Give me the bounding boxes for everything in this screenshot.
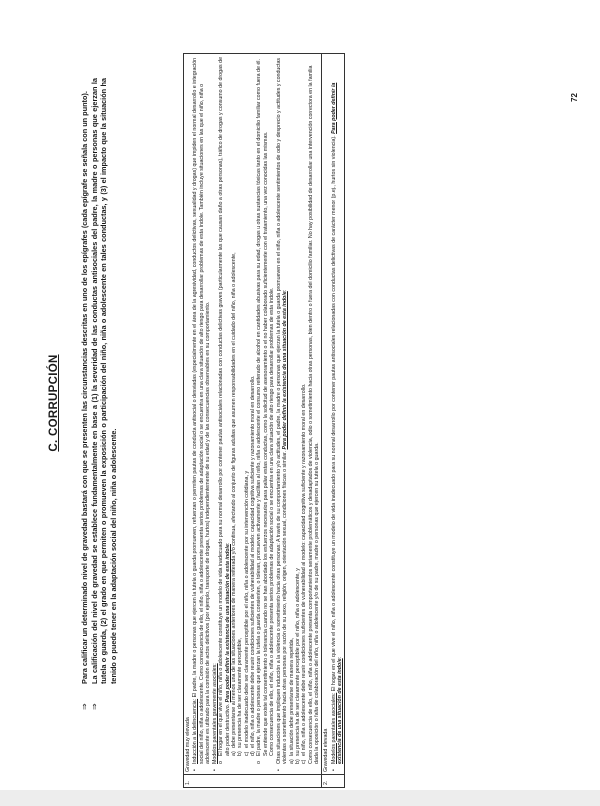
bullet-text: El hogar en el que vive el niño, niña o adolescente constituye un modelo de vida inadecuado para su normal desarrollo por contener pautas antisociales relacionadas con conductas delictivas de carácter menor (p.ej., hurtos sin violencia). bbox=[330, 135, 337, 693]
bullet-icon: • bbox=[330, 769, 337, 771]
bullet-text: El padre, la madre o personas que ejercen la tutela o guarda promueven, refuerzan o permiten pautas de conducta antisocial o desviadas (especialmente en el área de la agresividad, conductos delictivas, sexualidad y drogas) que impiden el normal desarrollo e integración social del niño, niña o adolescente. Como consecuencia de ello, el niño, niña o adolescente presenta serios problemas de adaptación social o se encuentra en una clara situación de alto riesgo para desarrollar problemas de esta índole. También incluye situaciones en las que el niño, niña o adolescente es utilizado para la comisión de actos delictivos (por ejemplo, transporte de drogas, hurtos) independientemente de su edad y de las consecuencias observables en su comportamiento. bbox=[192, 57, 212, 764]
sub-bullet bbox=[256, 56, 269, 764]
item-text: debe presentarse al menos una de las situaciones anteriores de manera reiterada y/o continua, afectando al conjunto de figuras adultas que asumen responsabilidades en el cuidado del niño, niña o adolescente, bbox=[230, 252, 237, 748]
list-item: c) el niño, niña o adolescente debe reunir condiciones suficientes de vulnerabilidad al modelo: capacidad cognitiva suficiente y razonamiento moral en desarrollo. bbox=[301, 383, 308, 764]
consequence-text: Como consecuencia de ello, el niño, niña o adolescente presenta serios problemas de adaptación social o se encuentra en una clara situación de alto riesgo para desarrollar problemas de esta índole. bbox=[268, 287, 275, 756]
bullet-text: Otras situaciones que impliquen inducción a la violencia o sometimiento hacia otras personas: A través de su comportamiento y/o actitudes, el padre, la madre o personas que ejerzan la tutela o guarda promueven en el niño, niña o adolescente sentimientos de odio y desprecio y actitudes y conductas violentas o sometimiento hacia otras personas por razón de su sexo, religión, origen, orientación sexual, condiciones físicas o similar. bbox=[275, 57, 289, 764]
list-item: b) su presencia ha de ser claramente perceptible por el niño, niña o adolescente, y bbox=[294, 568, 301, 764]
intro-list bbox=[80, 78, 119, 710]
list-item: c) el modelo inadecuado debe ser claramente perceptible por el niño, niña o adolescente por su intervención cotidiana, y bbox=[243, 470, 250, 756]
item-text: la situación debe presentarse de manera repetida, bbox=[288, 637, 295, 756]
arrow-icon: ⇒ bbox=[90, 703, 100, 710]
list-item: d) el niño, niña o adolescente debe reunir condiciones suficientes de vulnerabilidad al modelo: capacidad cognitiva suficiente y razonamiento moral en desarrollo. bbox=[249, 375, 256, 756]
bullet-label: Modelos parentales gravemente asociales: bbox=[211, 663, 218, 764]
intro-item bbox=[80, 78, 89, 710]
bullet-label: Modelos parentales asociales: bbox=[330, 692, 337, 764]
sub-text: El hogar en el que vive el niño, niña o adolescente constituye un modelo de vida inadecuado para su normal desarrollo por contener pautas antisociales relacionadas con conductas delictivas graves (particularmente las que causan daño a otras personas), tráfico de drogas y consumo de drogas de alto poder destructivo. bbox=[218, 56, 231, 756]
bullet-icon: • bbox=[211, 769, 218, 771]
item-text: el niño, niña o adolescente debe reunir condiciones suficientes de vulnerabilidad al modelo: capacidad cognitiva suficiente y razonamiento moral en desarrollo. bbox=[301, 383, 308, 756]
intro-text: Para calificar un determinado nivel de gravedad bastará con que se presenten las circunstancias descritas en uno de los epígrafes (cada epígrafe se señala con un punto). bbox=[80, 91, 89, 684]
sub-bullet bbox=[218, 56, 256, 764]
level-number: 2. bbox=[322, 775, 345, 788]
bullet-modelos-graves bbox=[212, 56, 275, 772]
sub-text-tail: : bbox=[224, 542, 231, 545]
list-item: a) debe presentarse al menos una de las situaciones anteriores de manera reiterada y/o continua, afectando al conjunto de figuras adultas que asumen responsabilidades en el cuidado del niño, niña o adolescente, bbox=[230, 252, 237, 756]
arrow-icon: ⇒ bbox=[80, 703, 89, 710]
level-name: Gravedad elevada bbox=[323, 728, 330, 772]
level-content bbox=[184, 54, 322, 775]
emphasis-text: Para poder definir la existencia de una situación de esta índole bbox=[282, 291, 289, 450]
intro-text: La calificación del nivel de gravedad se establece fundamentalmente en base a (1) la severidad de las conductas antisociales del padre, la madre o personas que ejerzan la tutela o guarda, (2) el grado en que permiten o promueven la exposición o participación del niño, niña o adolescente en tales conductas, y (3) el impacto que la situación ha tenido o puede tener en la adaptación social del niño, niña o adolescente. bbox=[90, 78, 118, 684]
item-text: el niño, niña o adolescente debe reunir condiciones suficientes de vulnerabilidad al modelo: capacidad cognitiva suficiente y razonamiento moral en desarrollo. bbox=[249, 375, 256, 748]
bullet-icon: • bbox=[275, 769, 282, 771]
level-row-2 bbox=[322, 54, 345, 788]
item-text: su presencia ha de ser claramente perceptible, bbox=[237, 637, 244, 748]
bottom-band bbox=[0, 790, 600, 806]
bullet-icon: • bbox=[192, 769, 199, 771]
bullet-modelos: • Modelos parentales asociales: El hogar en el que vive el niño, niña o adolescente constituye un modelo de vida inadecuado para su normal desarrollo por contener pautas antisociales relacionadas con conductas delictivas de carácter menor (p.ej., hurtos sin violencia). Para poder definir la existencia de una situación de esta índole: bbox=[330, 82, 343, 771]
sub-text: El padre, la madre o personas que ejerzan la tutela o guarda consienten, o toleran, promueven activamente y facilitan al niño, niña o adolescente el consumo reiterado de alcohol en cantidades abusivas para su edad, drogas u otras sustancias tóxicas tanto en el domicilio familiar como fuera de él. Se entiende que existe tal consentimiento o tolerancia cuando no se han abordado los esfuerzos necesarios para paliar estas conductas, como la solicitud de asesoramiento o el no haber colaborado suficientemente con el tratamiento, una vez conocidas las mismas. bbox=[256, 59, 269, 756]
page-number: 72 bbox=[570, 93, 579, 102]
level-number: 1. bbox=[184, 775, 322, 788]
level-name: Gravedad muy elevada bbox=[185, 717, 191, 772]
bullet-label: Inducción a la delincuencia: bbox=[192, 698, 199, 764]
severity-table-wrap bbox=[183, 53, 595, 788]
item-text: su presencia ha de ser claramente perceptible por el niño, niña o adolescente, y bbox=[294, 568, 301, 756]
level-content bbox=[322, 54, 345, 775]
list-item: b) su presencia ha de ser claramente perceptible, bbox=[237, 637, 244, 756]
severity-table bbox=[183, 53, 345, 788]
level-row-1 bbox=[184, 54, 322, 788]
intro-item bbox=[90, 78, 118, 710]
consequence-text: Como consecuencia de ello, el niño, niña o adolescente presenta comportamientos seriamente problemáticos y desadaptados de violencia, odio o sometimiento hacia otras personas, bien dentro o fuera del domicilio familiar. No hay posibilidad de desarrollar una intervención correctora en la familia dada la oposición o falta de colaboración del niño, niña o adolescente y/o de su padre, madre o personas que ejercen su tutela o guarda. bbox=[307, 65, 320, 764]
circle-bullet-icon: o bbox=[218, 761, 225, 764]
bullet-induccion bbox=[192, 56, 211, 772]
emphasis-text: Para poder definir la existencia de una situación de esta índole bbox=[224, 544, 231, 703]
circle-bullet-icon: o bbox=[256, 761, 263, 764]
page-title: C. CORRUPCIÓN bbox=[48, 354, 60, 452]
bullet-violencia: • Otras situaciones que impliquen inducción a la violencia o sometimiento hacia otras personas: A través de su comportamiento y/o actitudes, el padre, la madre o personas que ejerzan la tutela o guarda promueven en el niño, niña o adolescente sentimientos de odio y desprecio y actitudes y conductas violentas o sometimiento hacia otras personas por razón de su sexo, religión, origen, orientación sexual, condiciones físicas o similar. Para poder definir la existencia de una situación de esta índole: a) la situación debe presentarse de manera repetida, b) su presencia ha de ser claramente perceptible por el niño, niña o adolescente, y c) el niño, niña o adolescente debe reunir condiciones suficientes de vulnerabilidad al modelo: capacidad cognitiva suficiente y razonamiento moral en desarrollo. Como consecuencia de ello, el niño, niña o adolescente presenta comportamientos seriamente problemáticos y desadaptados de violencia, odio o sometimiento hacia otras personas, bien dentro o fuera del domicilio familiar. No hay posibilidad de desarrollar una intervención correctora en la familia dada la oposición o falta de colaboración del niño, niña o adolescente y/o de su padre, madre o personas que ejercen su tutela o guarda. bbox=[275, 57, 320, 771]
emphasis-text: Para poder definir la existencia de una situación de esta índole bbox=[330, 82, 343, 764]
list-item: a) la situación debe presentarse de manera repetida, bbox=[288, 637, 295, 764]
item-text: el modelo inadecuado debe ser claramente perceptible por el niño, niña o adolescente por su intervención cotidiana, y bbox=[243, 470, 250, 748]
